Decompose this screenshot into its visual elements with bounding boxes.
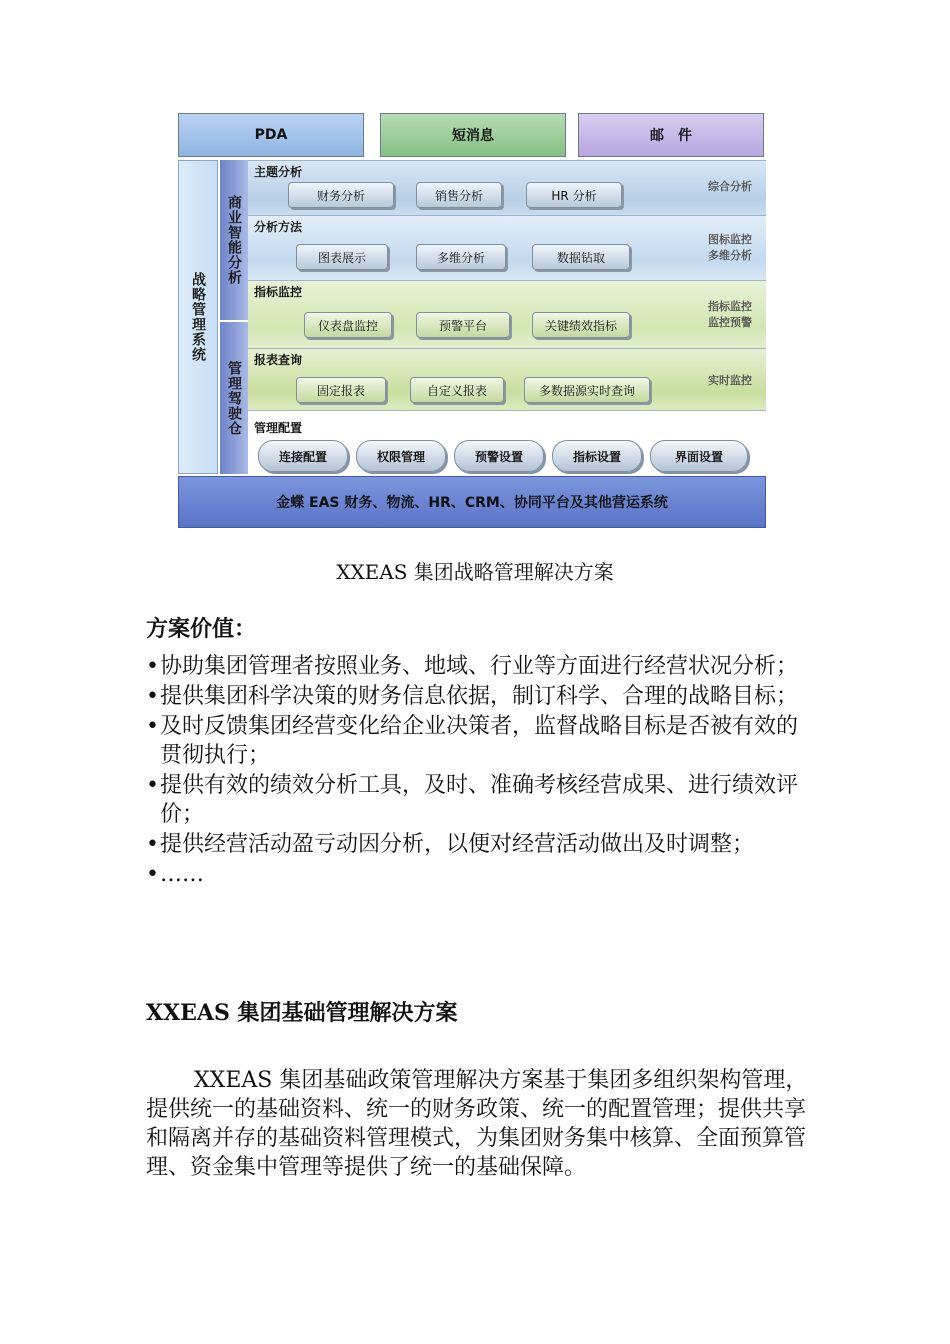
- layer-note: [708, 373, 752, 389]
- module-dashboard-monitor: 仪表盘监控: [304, 312, 392, 338]
- list-item: [146, 771, 816, 829]
- list-item-text: 及时反馈集团经营变化给企业决策者，监督战略目标是否被有效的贯彻执行；: [160, 714, 799, 768]
- layer-report-query: [248, 348, 766, 410]
- module-interface-settings: 界面设置: [650, 440, 748, 472]
- note-line: 指标监控: [708, 300, 752, 313]
- layer-note: [708, 299, 752, 331]
- layer-title: 指标监控: [254, 285, 303, 299]
- channel-sms: 短消息: [380, 113, 566, 157]
- bi-column: [220, 160, 248, 320]
- note-line: 图标监控: [708, 233, 752, 246]
- note-line: 多维分析: [708, 249, 752, 262]
- layer-title: 报表查询: [254, 353, 303, 367]
- note-line: 监控预警: [708, 316, 752, 329]
- layer-management-config: [248, 410, 766, 474]
- strategy-system-label: 战略管理系统: [190, 272, 206, 362]
- module-alert-settings: 预警设置: [454, 440, 544, 472]
- layer-title: 管理配置: [254, 421, 303, 435]
- diagram-caption: XXEAS 集团战略管理解决方案: [336, 560, 614, 584]
- list-item-text: ……: [160, 862, 204, 887]
- value-list: [146, 652, 816, 890]
- strategy-system-column: [178, 160, 218, 474]
- bullet-mark: •: [146, 654, 159, 679]
- module-alert-platform: 预警平台: [416, 312, 510, 338]
- channel-mail: 邮 件: [578, 113, 764, 157]
- list-item-text: 提供有效的绩效分析工具，及时、准确考核经营成果、进行绩效评价；: [160, 773, 799, 827]
- bullet-mark: •: [146, 684, 159, 709]
- cockpit-label: 管理驾驶仓: [226, 360, 242, 436]
- note-line: 实时监控: [708, 374, 752, 387]
- module-hr-analysis: HR 分析: [526, 182, 622, 208]
- note-line: 综合分析: [708, 180, 752, 193]
- bi-label: 商业智能分析: [226, 195, 242, 285]
- module-indicator-settings: 指标设置: [552, 440, 642, 472]
- section-heading: XXEAS 集团基础管理解决方案: [146, 1000, 458, 1026]
- module-multidim-analysis: 多维分析: [416, 244, 506, 270]
- layer-note: [708, 179, 752, 195]
- bullet-mark: •: [146, 773, 159, 798]
- layer-title: 主题分析: [254, 165, 303, 179]
- cockpit-column: [220, 322, 248, 474]
- list-item: [146, 860, 816, 889]
- layer-analysis-methods: [248, 215, 766, 280]
- bullet-mark: •: [146, 832, 159, 857]
- value-heading: 方案价值：: [146, 616, 257, 642]
- module-sales-analysis: 销售分析: [416, 182, 502, 208]
- list-item: [146, 682, 816, 711]
- module-permission-mgmt: 权限管理: [356, 440, 446, 472]
- list-item-text: 协助集团管理者按照业务、地域、行业等方面进行经营状况分析；: [160, 654, 799, 679]
- module-kpi: 关键绩效指标: [532, 312, 630, 338]
- architecture-diagram: [176, 113, 768, 529]
- module-connection-config: 连接配置: [258, 440, 348, 472]
- layer-indicator-monitoring: [248, 280, 766, 348]
- bullet-mark: •: [146, 714, 159, 739]
- list-item: [146, 712, 816, 770]
- layer-note: [708, 232, 752, 264]
- module-finance-analysis: 财务分析: [288, 182, 394, 208]
- channel-pda: PDA: [178, 113, 364, 157]
- module-fixed-report: 固定报表: [296, 377, 386, 403]
- module-data-drill: 数据钻取: [532, 244, 630, 270]
- layer-title: 分析方法: [254, 220, 303, 234]
- list-item: [146, 652, 816, 681]
- module-custom-report: 自定义报表: [410, 377, 504, 403]
- bullet-mark: •: [146, 862, 159, 887]
- list-item: [146, 830, 816, 859]
- list-item-text: 提供集团科学决策的财务信息依据，制订科学、合理的战略目标；: [160, 684, 799, 709]
- list-item-text: 提供经营活动盈亏动因分析，以便对经营活动做出及时调整；: [160, 832, 755, 857]
- module-chart-display: 图表展示: [296, 244, 388, 270]
- base-platform-bar: 金蝶 EAS 财务、物流、HR、CRM、协同平台及其他营运系统: [178, 476, 766, 528]
- module-realtime-query: 多数据源实时查询: [524, 377, 650, 403]
- layer-topic-analysis: [248, 160, 766, 215]
- section-paragraph: XXEAS 集团基础政策管理解决方案基于集团多组织架构管理，提供统一的基础资料、统一的财务政策、统一的配置管理；提供共享和隔离并存的基础资料管理模式，为集团财务集中核算、全面预算管理、资金集中管理等提供了统一的基础保障。: [146, 1068, 808, 1180]
